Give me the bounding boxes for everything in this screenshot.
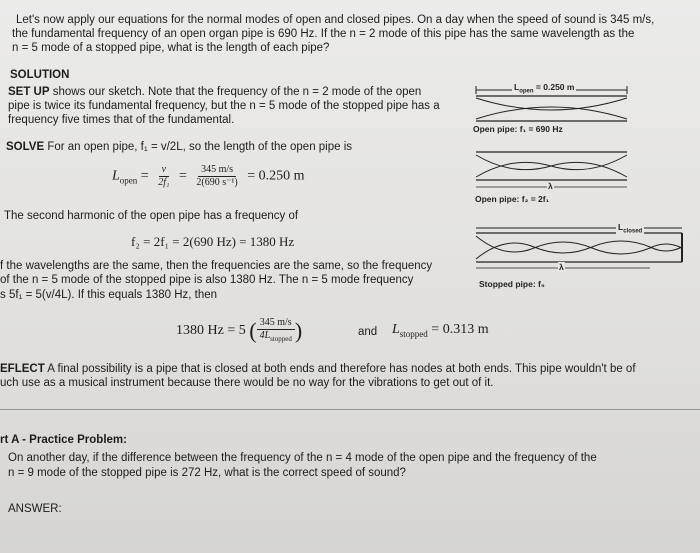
reflect-line-2: uch use as a musical instrument because there would be no way for the vibrations to get out of it. (0, 377, 494, 389)
eq1-frac-1-num: v (159, 164, 169, 177)
eq3-rhs-val: = 0.313 m (431, 322, 489, 337)
solve-label: SOLVE (6, 141, 45, 153)
eq1-result: = 0.250 m (247, 168, 305, 184)
wavelength-line-2: of the n = 5 mode of the stopped pipe is also 1380 Hz. The n = 5 mode frequency (0, 274, 414, 286)
practice-line-2: n = 9 mode of the stopped pipe is 272 Hz, what is the correct speed of sound? (8, 467, 406, 479)
eq3-and: and (358, 326, 378, 338)
intro-line-2: the fundamental frequency of an open organ pipe is 690 Hz. If the n = 2 mode of this pipe has the same wavelength as the (12, 28, 635, 40)
eq3-frac-num: 345 m/s (257, 317, 295, 330)
label-stopped-pipe: Stopped pipe: f₅ (479, 279, 545, 289)
wavelength-line-3: s 5f₁ = 5(v/4L). If this equals 1380 Hz, then (0, 289, 218, 301)
eq3-den-sub: stopped (270, 335, 292, 343)
equation-l-stopped: 1380 Hz = 5 ( $\frac{345 m/s}{4L_{stopped}}$ ) (176, 317, 303, 343)
practice-heading: rt A - Practice Problem: (0, 434, 127, 446)
label-lambda-2: λ (559, 262, 564, 272)
label-open-pipe-f1: Open pipe: f₁ = 690 Hz (473, 124, 563, 134)
stopped-pipe (476, 233, 682, 268)
setup-line-2: pipe is twice its fundamental frequency, but the n = 5 mode of the stopped pipe has a (8, 100, 440, 112)
label-lambda-1: λ (548, 181, 553, 191)
intro-line-1: Let's now apply our equations for the normal modes of open and closed pipes. On a day when the speed of sound is 345 m/s, (16, 14, 655, 26)
setup-line-3: frequency five times that of the fundamental. (8, 114, 235, 126)
eq1-frac-1-den: 2f₁ (158, 177, 170, 188)
eq3-den-text: 4L (259, 330, 271, 341)
setup-label: SET UP (8, 86, 50, 98)
wavelength-line-1: f the wavelengths are the same, then the frequencies are the same, so the frequency (0, 260, 433, 272)
reflect-label: EFLECT (0, 363, 45, 375)
label-open-pipe-f2: Open pipe: f₂ = 2f₁ (475, 194, 550, 204)
label-l-open: $L_{open} = 0.250$ m (514, 82, 575, 95)
label-l-closed: $L_{closed}$ (618, 222, 643, 235)
eq3-lhs: 1380 Hz = 5 (176, 323, 246, 339)
eq1-lhs: L (112, 168, 120, 184)
eq3-rhs-sub: stopped (399, 328, 428, 339)
eq1-lhs-sub: open (119, 175, 138, 186)
equation-l-open: $L_{open}$ = $\frac{v}{\text{2f₁}}$ = $\frac{345 m/s}{\text{2(690 s⁻¹)}}$ = 0.250 m (112, 164, 305, 188)
practice-line-1: On another day, if the difference between the frequency of the n = 4 mode of the open pipe and the frequency of the (8, 452, 597, 464)
answer-label: ANSWER: (8, 503, 62, 515)
intro-line-3: n = 5 mode of a stopped pipe, what is the length of each pipe? (12, 42, 330, 54)
eq1-frac-2-num: 345 m/s (198, 164, 236, 177)
eq3-rhs-l: L (392, 322, 400, 337)
solution-heading: SOLUTION (10, 69, 70, 81)
eq1-frac-2-den: 2(690 s⁻¹) (196, 177, 238, 188)
reflect-text: A final possibility is a pipe that is closed at both ends and therefore has nodes at both ends. This pipe wouldn't be of (44, 363, 636, 375)
setup-text: shows our sketch. Note that the frequency of the n = 2 mode of the open (49, 86, 422, 98)
equation-f2: f₂ = 2f₁ = 2(690 Hz) = 1380 Hz (131, 234, 295, 249)
solve-text: For an open pipe, f₁ = v/2L, so the length of the open pipe is (44, 141, 353, 153)
harmonic-line: The second harmonic of the open pipe has a frequency of (4, 210, 299, 222)
open-pipe-fundamental (476, 96, 627, 121)
